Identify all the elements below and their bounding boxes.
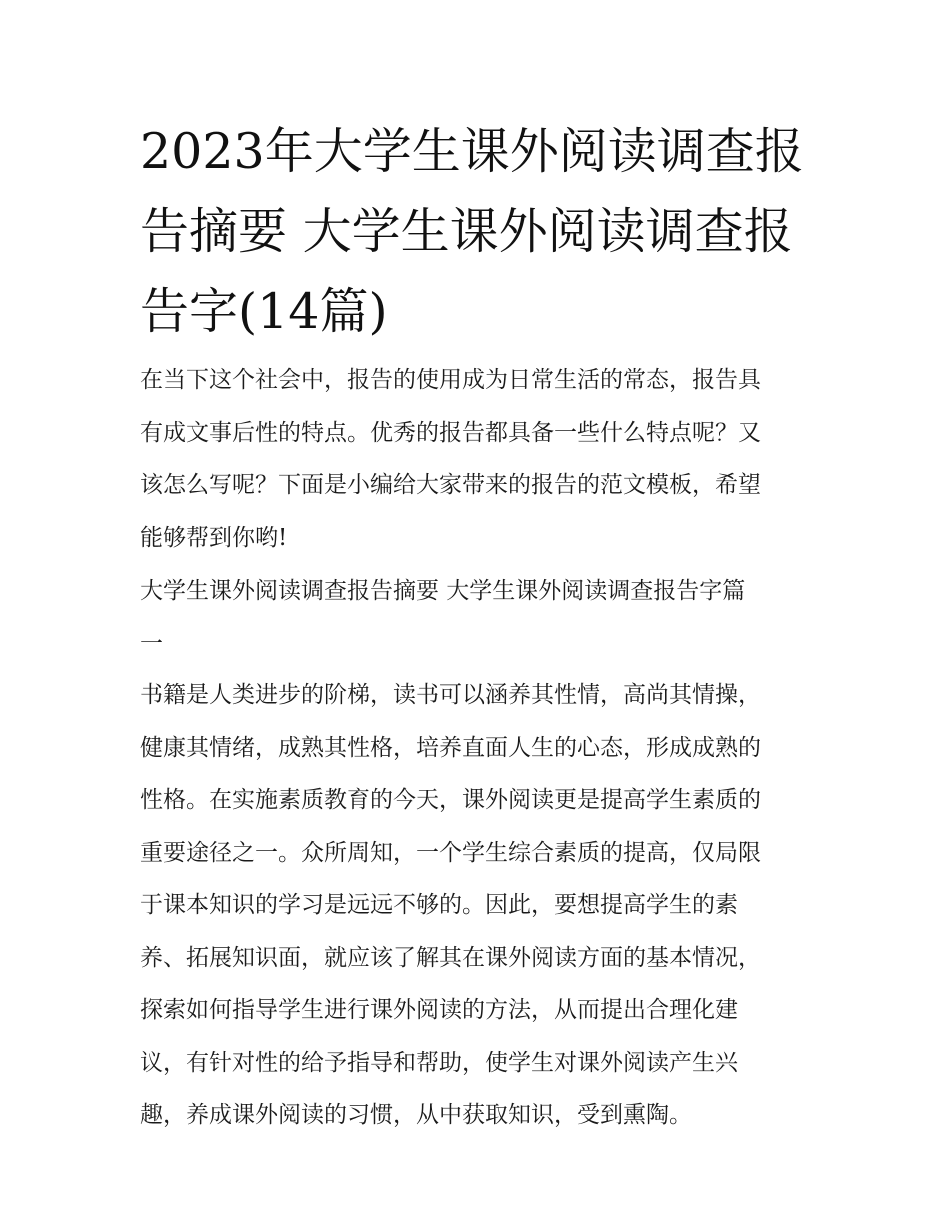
intro-line: 能够帮到你哟! [140, 524, 288, 551]
body-line: 议，有针对性的给予指导和帮助，使学生对课外阅读产生兴 [140, 1049, 738, 1076]
body-line: 养、拓展知识面，就应该了解其在课外阅读方面的基本情况， [140, 944, 761, 971]
title-line: 2023年大学生课外阅读调查报 [140, 123, 804, 180]
intro-line: 有成文事后性的特点。优秀的报告都具备一些什么特点呢？又 [140, 419, 761, 446]
title-line: 告字(14篇) [140, 283, 388, 340]
body-line: 于课本知识的学习是远远不够的。因此，要想提高学生的素 [140, 892, 738, 918]
section-heading [140, 565, 820, 670]
body-line: 性格。在实施素质教育的今天，课外阅读更是提高学生素质的 [140, 787, 761, 813]
section-heading-line: 大学生课外阅读调查报告摘要 大学生课外阅读调查报告字篇 [140, 578, 746, 604]
body-line: 重要途径之一。众所周知，一个学生综合素质的提高，仅局限 [140, 839, 761, 866]
intro-line: 该怎么写呢？下面是小编给大家带来的报告的范文模板，希望 [140, 472, 761, 498]
intro-paragraph [140, 354, 820, 564]
body-line: 探索如何指导学生进行课外阅读的方法，从而提出合理化建 [140, 997, 738, 1023]
section-body-paragraph [140, 669, 820, 1142]
title-line: 告摘要 大学生课外阅读调查报 [140, 203, 793, 260]
document-title [140, 112, 820, 352]
body-line: 健康其情绪，成熟其性格，培养直面人生的心态，形成成熟的 [140, 734, 761, 761]
body-line: 趣，养成课外阅读的习惯，从中获取知识，受到熏陶。 [140, 1102, 692, 1128]
section-heading-line: 一 [140, 630, 163, 657]
body-line: 书籍是人类进步的阶梯，读书可以涵养其性情，高尚其情操， [140, 682, 761, 708]
intro-line: 在当下这个社会中，报告的使用成为日常生活的常态，报告具 [140, 367, 761, 393]
